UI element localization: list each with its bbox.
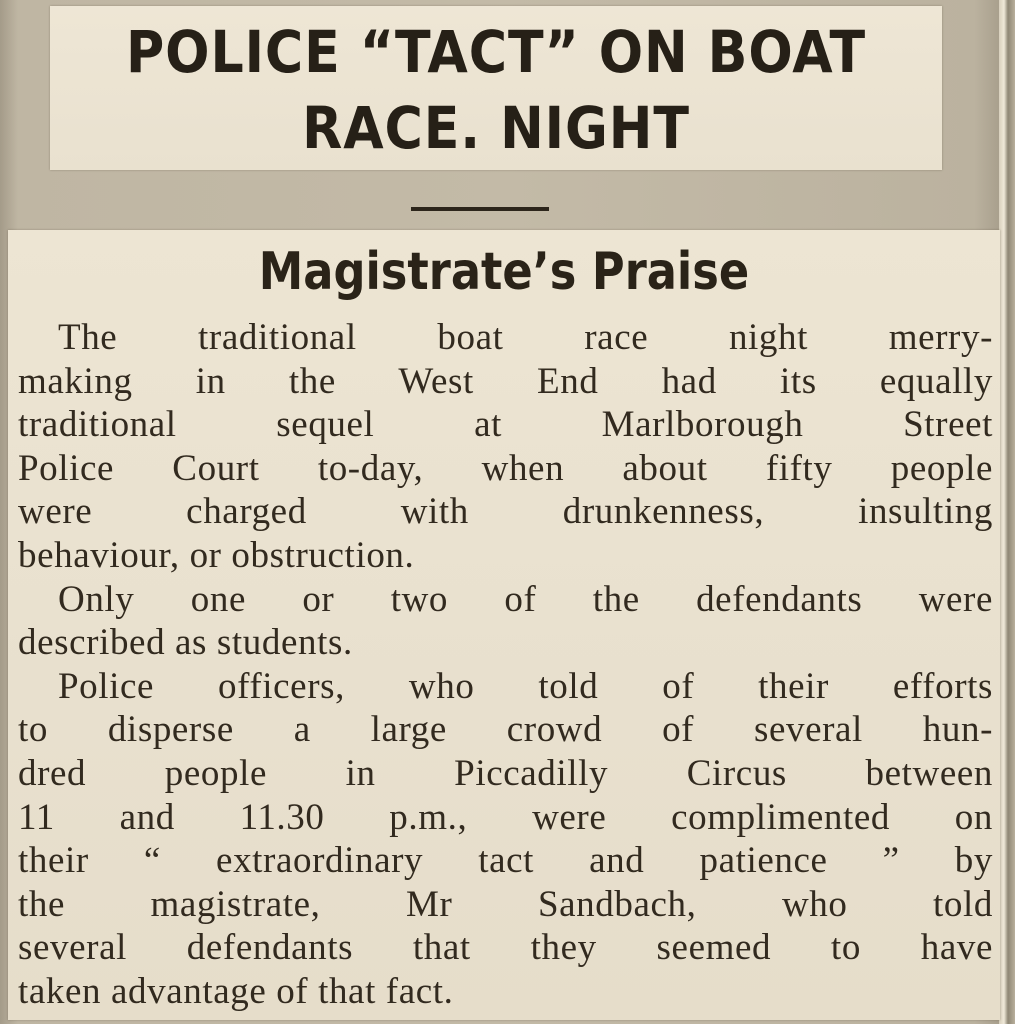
- article-clipping: [8, 230, 1000, 1020]
- text-line: described as students.: [18, 622, 353, 664]
- scan-edge: [999, 0, 1015, 1024]
- text-line: Police officers, who told of their efforts: [58, 665, 993, 707]
- paragraph: [18, 316, 993, 578]
- text-line: traditional sequel at Marlborough Street: [18, 404, 993, 446]
- text-line: their “ extraordinary tact and patience ” by: [18, 840, 993, 882]
- article-body: [18, 316, 993, 1014]
- text-line: behaviour, or obstruction.: [18, 534, 415, 576]
- text-line: The traditional boat race night merry-: [58, 317, 993, 358]
- text-line: the magistrate, Mr Sandbach, who told: [18, 883, 993, 925]
- headline: [95, 14, 898, 166]
- column-rule: [411, 207, 549, 211]
- paragraph: [18, 665, 993, 1014]
- text-line: Police Court to-day, when about fifty people: [18, 447, 993, 489]
- text-line: several defendants that they seemed to have: [18, 927, 993, 969]
- text-line: taken advantage of that fact.: [18, 970, 454, 1012]
- headline-line-2: RACE. NIGHT: [302, 94, 690, 162]
- headline-line-1: POLICE “TACT” ON BOAT: [126, 18, 866, 86]
- text-line: making in the West End had its equally: [18, 360, 993, 402]
- text-line: Only one or two of the defendants were: [58, 578, 993, 620]
- headline-clipping: [50, 6, 942, 170]
- paragraph: [18, 578, 993, 665]
- text-line: to disperse a large crowd of several hun-: [18, 709, 993, 751]
- subheading: Magistrate’s Praise: [258, 242, 750, 302]
- text-line: 11 and 11.30 p.m., were complimented on: [18, 796, 993, 838]
- text-line: dred people in Piccadilly Circus between: [18, 752, 993, 794]
- text-line: were charged with drunkenness, insulting: [18, 491, 993, 533]
